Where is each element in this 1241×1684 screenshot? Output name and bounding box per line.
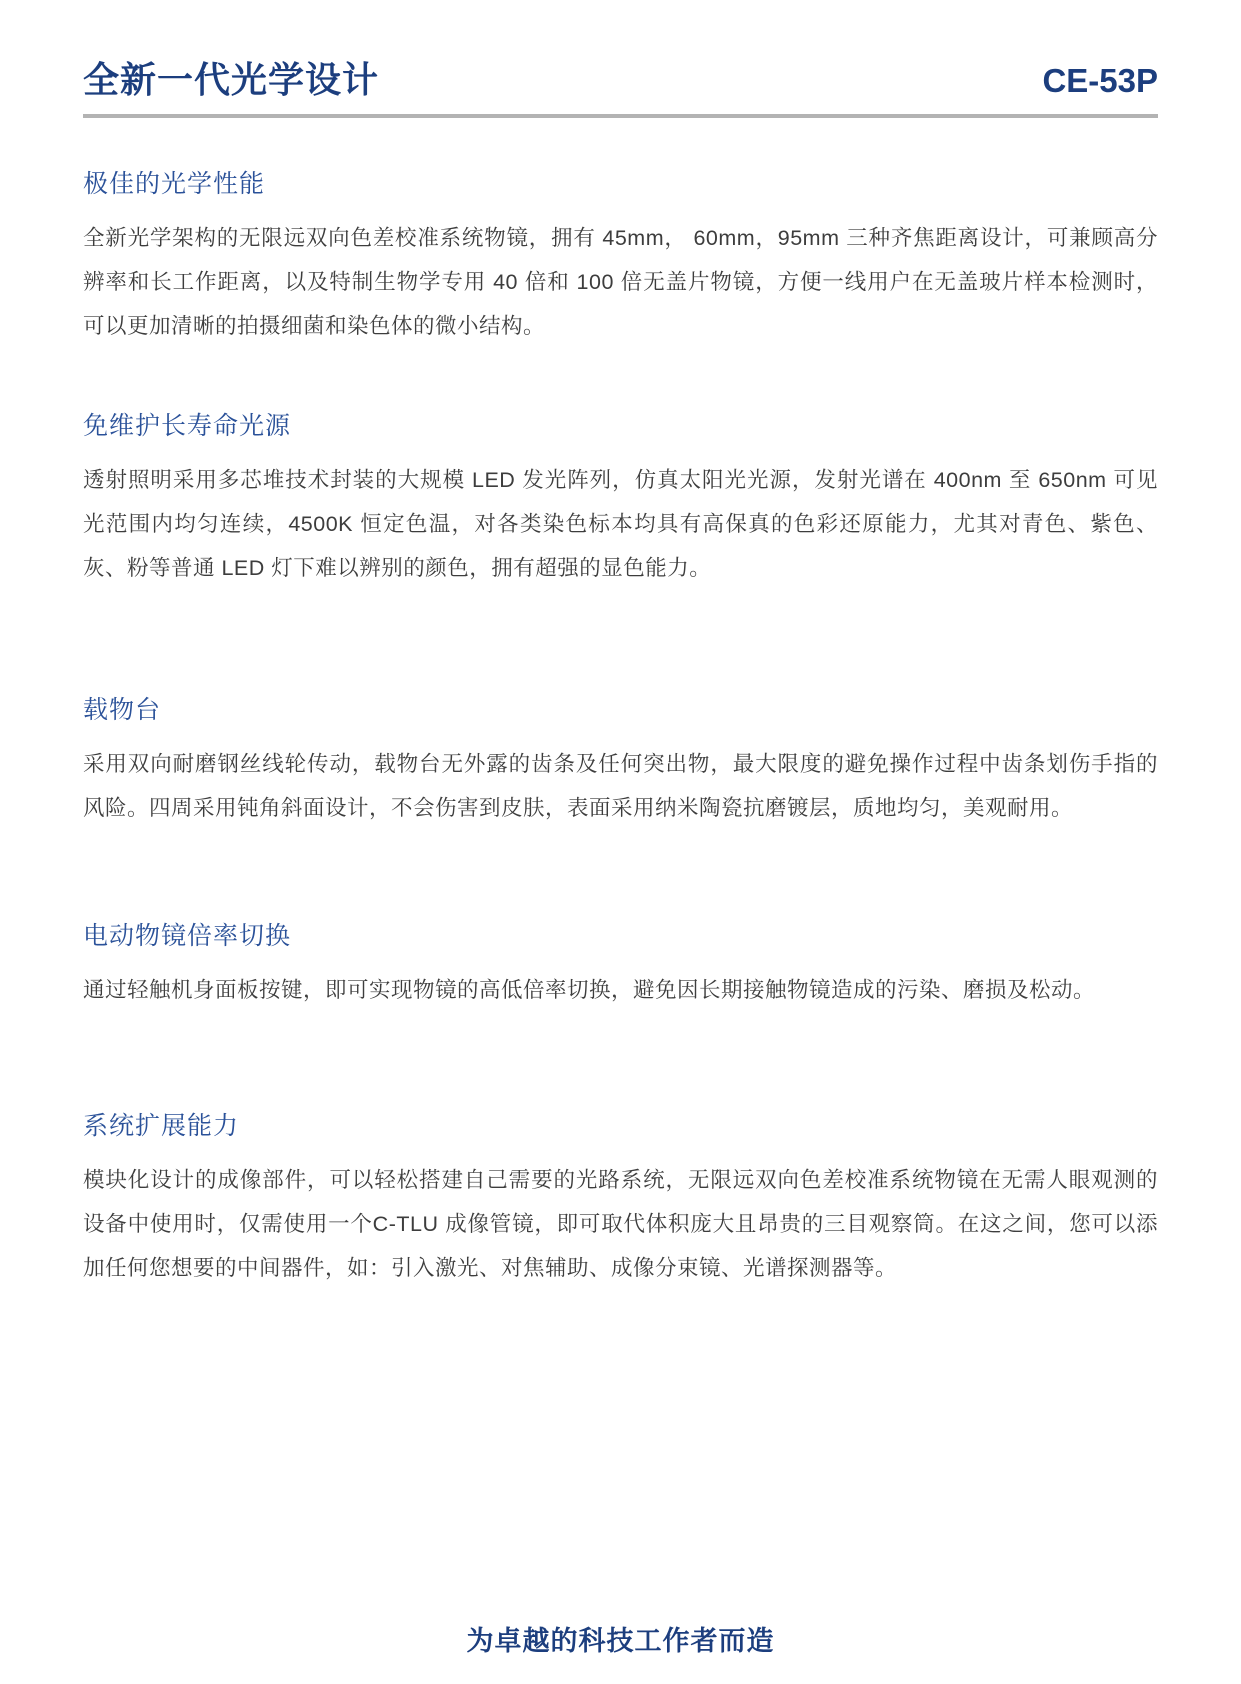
header-divider — [83, 114, 1158, 118]
section-heading: 载物台 — [83, 695, 162, 724]
section-heading: 免维护长寿命光源 — [83, 411, 292, 440]
section-body: 模块化设计的成像部件，可以轻松搭建自己需要的光路系统，无限远双向色差校准系统物镜在无需人眼观测的设备中使用时，仅需使用一个C-TLU 成像管镜，即可取代体积庞大且昂贵的三目观察筒。在这之间，您可以添加任何您想要的中间器件，如：引入激光、对焦辅助、成像分束镜、光谱探测器等。 — [83, 1167, 1158, 1280]
section-light-source — [83, 406, 1158, 590]
section-heading: 电动物镜倍率切换 — [83, 921, 292, 950]
section-body: 透射照明采用多芯堆技术封装的大规模 LED 发光阵列，仿真太阳光光源，发射光谱在 400nm 至 650nm 可见光范围内均匀连续，4500K 恒定色温，对各类染色标本均具有高保真的色彩还原能力，尤其对青色、紫色、灰、粉等普通 LED 灯下难以辨别的颜色，拥有超强的显色能力。 — [83, 467, 1158, 580]
section-motorized-objective-switch — [83, 916, 1158, 1012]
section-body: 通过轻触机身面板按键，即可实现物镜的高低倍率切换，避免因长期接触物镜造成的污染、磨损及松动。 — [83, 977, 1096, 1002]
page-header — [83, 60, 1158, 114]
section-body: 采用双向耐磨钢丝线轮传动，载物台无外露的齿条及任何突出物，最大限度的避免操作过程中齿条划伤手指的风险。四周采用钝角斜面设计，不会伤害到皮肤，表面采用纳米陶瓷抗磨镀层，质地均匀，美观耐用。 — [83, 751, 1158, 820]
footer-tagline: 为卓越的科技工作者而造 — [466, 1626, 775, 1656]
section-body: 全新光学架构的无限远双向色差校准系统物镜，拥有 45mm， 60mm，95mm 三种齐焦距离设计，可兼顾高分辨率和长工作距离，以及特制生物学专用 40 倍和 100 倍无盖片物镜，方便一线用户在无盖玻片样本检测时，可以更加清晰的拍摄细菌和染色体的微小结构。 — [83, 225, 1158, 338]
section-system-expansion — [83, 1106, 1158, 1290]
section-heading: 极佳的光学性能 — [83, 169, 266, 198]
section-optical-performance — [83, 164, 1158, 348]
section-heading: 系统扩展能力 — [83, 1111, 240, 1140]
section-stage — [83, 690, 1158, 830]
model-number: CE-53P — [1042, 62, 1158, 100]
page-title: 全新一代光学设计 — [83, 59, 380, 100]
